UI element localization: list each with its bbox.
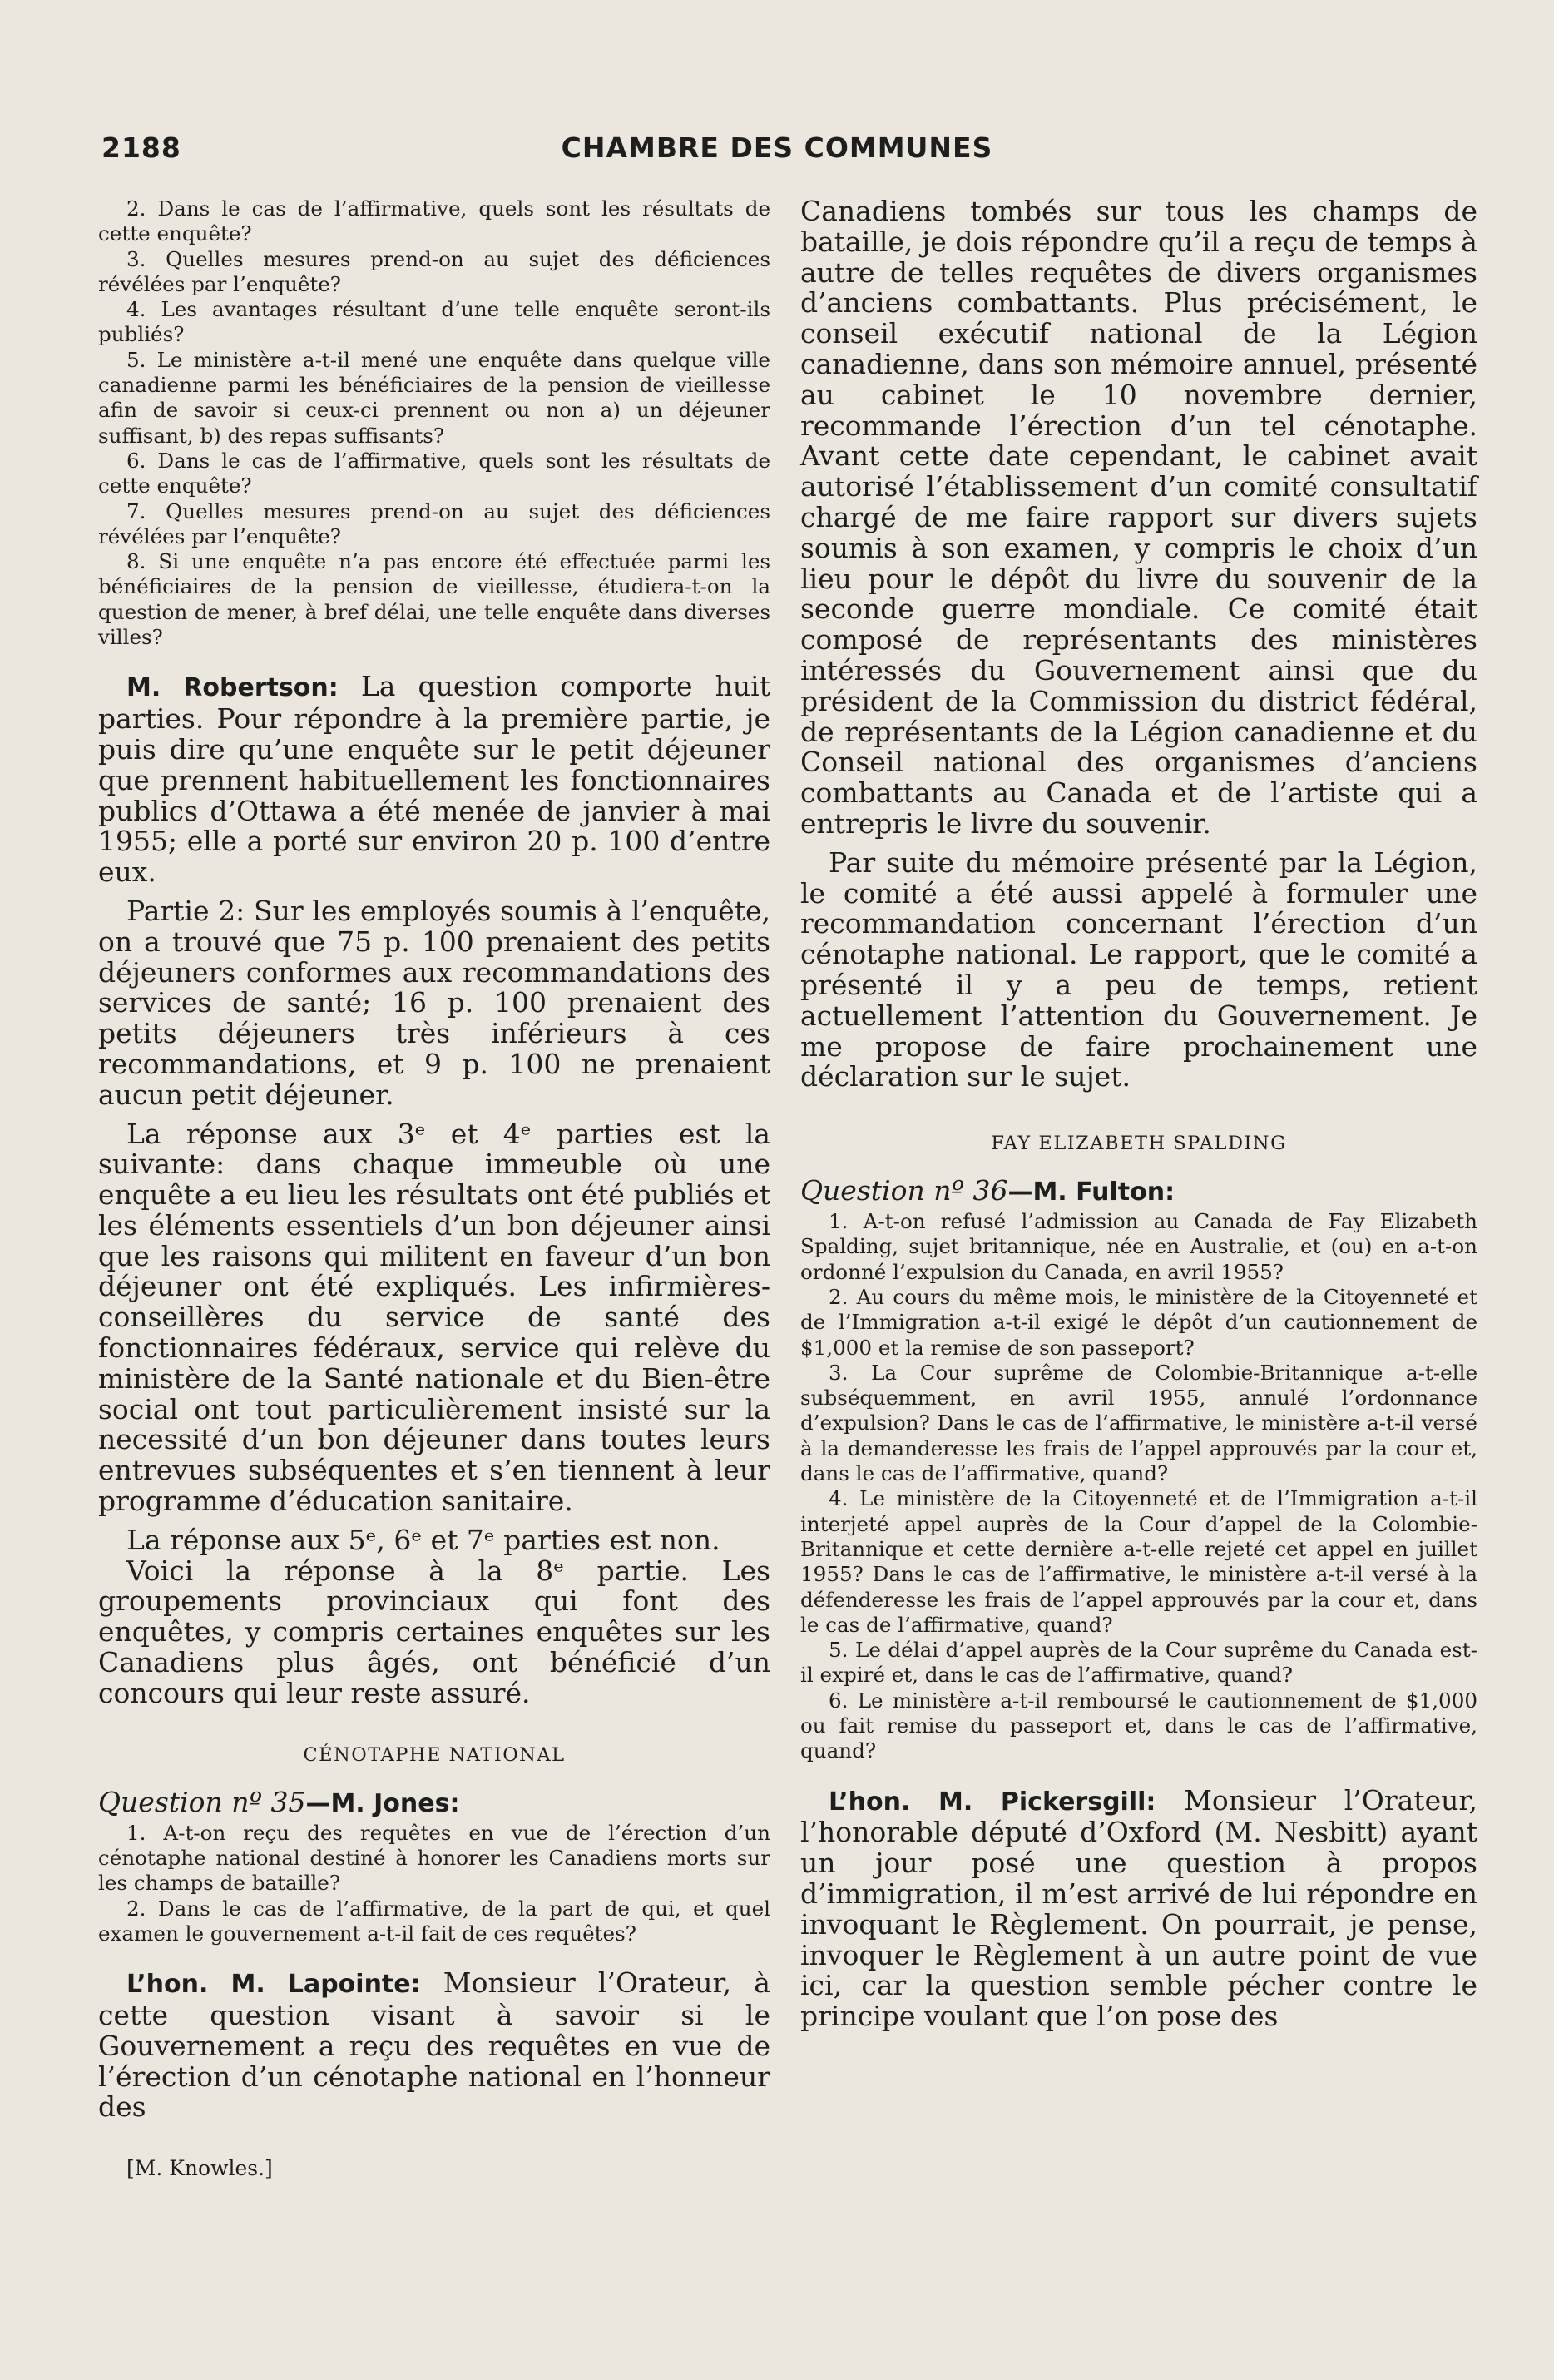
section-heading: CÉNOTAPHE NATIONAL xyxy=(303,1743,566,1766)
left-column xyxy=(98,196,770,2180)
page-number: 2188 xyxy=(101,131,181,164)
running-title: CHAMBRE DES COMMUNES xyxy=(561,131,993,164)
footer-note: [M. Knowles.] xyxy=(126,2156,273,2181)
right-column xyxy=(800,196,1477,2032)
answer-paragraph: La réponse aux 3ᵉ et 4ᵉ parties est la suivante: dans chaque immeuble où une enquête a eu lieu les résultats ont été publiés et les éléments essentiels d’un bon déjeuner ainsi que les raisons qui militent en faveur d’un bon déjeuner ont été expliqués. Les infirmières-conseillères du service de santé des fonctionnaires fédéraux, service qui relève du ministère de la Santé nationale et du Bien-être social ont tout particulièrement insisté sur la necessité d’un bon déjeuner dans toutes leurs entrevues subséquentes et s’en tiennent à leur programme d’éducation sanitaire. xyxy=(98,1117,770,1518)
question-item: 1. A-t-on refusé l’admission au Canada de Fay Elizabeth Spalding, sujet britannique, née en Australie, et (ou) en a-t-on ordonné l’expulsion du Canada, en avril 1955? xyxy=(800,1209,1477,1284)
question-item: 3. La Cour suprême de Colombie-Britannique a-t-elle subséquemment, en avril 1955, annulé l’ordonnance d’expulsion? Dans le cas de l’affirmative, le ministère a-t-il versé à la demanderesse les frais de l’appel approuvés par la cour et, dans le cas de l’affirmative, quand? xyxy=(800,1360,1477,1486)
question-item: 5. Le ministère a-t-il mené une enquête dans quelque ville canadienne parmi les bénéficiaires de la pension de vieillesse afin de savoir si ceux-ci prennent ou non a) un déjeuner suffisant, b) des repas suffisants? xyxy=(98,347,770,448)
question-list xyxy=(800,1209,1477,1764)
question-heading: Question nº 36—M. Fulton: xyxy=(800,1174,1175,1207)
question-item: 7. Quelles mesures prend-on au sujet des déficiences révélées par l’enquête? xyxy=(98,498,770,548)
robertson-answer xyxy=(98,672,770,1708)
question-item: 2. Dans le cas de l’affirmative, de la part de qui, et quel examen le gouvernement a-t-il fait de ces requêtes? xyxy=(98,1896,770,1946)
question-item: 4. Le ministère de la Citoyenneté et de l’Immigration a-t-il interjeté appel auprès de la Cour d’appel de la Colombie-Britannique et cette dernière a-t-elle rejeté cet appel en juillet 1955? Dans le cas de l’affirmative, le ministère a-t-il versé à la défenderesse les frais de l’appel approuvés par la cour et, dans le cas de l’affirmative, quand? xyxy=(800,1486,1477,1637)
question-list xyxy=(98,1821,770,1946)
answer-paragraph: Canadiens tombés sur tous les champs de bataille, je dois répondre qu’il a reçu de temps à autre de telles requêtes de divers organismes d’anciens combattants. Plus précisément, le conseil exécutif national de la Légion canadienne, dans son mémoire annuel, présenté au cabinet le 10 novembre dernier, recommande l’érection d’un tel cénotaphe. Avant cette date cependant, le cabinet avait autorisé l’établissement d’un comité consultatif chargé de me faire rapport sur divers sujets soumis à son examen, y compris le choix d’un lieu pour le dépôt du livre du souvenir de la seconde guerre mondiale. Ce comité était composé de représentants des ministères intéressés du Gouvernement ainsi que du président de la Commission du district fédéral, de représentants de la Légion canadienne et du Conseil national des organismes d’anciens combattants au Canada et de l’artiste qui a entrepris le livre du souvenir. xyxy=(800,195,1477,840)
speaker-name: L’hon. M. Pickersgill: xyxy=(829,1787,1156,1817)
question-item: 2. Dans le cas de l’affirmative, quels sont les résultats de cette enquête? xyxy=(98,196,770,246)
speaker-name: L’hon. M. Lapointe: xyxy=(126,1970,421,2000)
answer-paragraph: L’hon. M. Lapointe: Monsieur l’Orateur, à cette question visant à savoir si le Gouvernement a reçu des requêtes en vue de l’érection d’un cénotaphe national en l’honneur des xyxy=(98,1966,770,2124)
speaker-name: M. Robertson: xyxy=(126,673,339,703)
answer-paragraph: La réponse aux 5ᵉ, 6ᵉ et 7ᵉ parties est non. xyxy=(126,1523,720,1556)
question-heading: Question nº 35—M. Jones: xyxy=(98,1785,460,1818)
lapointe-answer xyxy=(98,1968,770,2123)
answer-paragraph: Par suite du mémoire présenté par la Légion, le comité a été aussi appelé à formuler une recommandation concernant l’érection d’un cénotaphe national. Le rapport, que le comité a présenté il y a peu de temps, retient actuellement l’attention du Gouvernement. Je me propose de faire prochainement une déclaration sur le sujet. xyxy=(800,845,1477,1093)
question-item: 4. Les avantages résultant d’une telle enquête seront-ils publiés? xyxy=(98,297,770,347)
question-item: 6. Dans le cas de l’affirmative, quels sont les résultats de cette enquête? xyxy=(98,448,770,498)
question-item: 1. A-t-on reçu des requêtes en vue de l’érection d’un cénotaphe national destiné à honorer les Canadiens morts sur les champs de bataille? xyxy=(98,1820,770,1896)
question-list-continued xyxy=(98,196,770,650)
section-heading: FAY ELIZABETH SPALDING xyxy=(991,1133,1287,1155)
lapointe-answer-continued xyxy=(800,196,1477,1093)
question-item: 2. Au cours du même mois, le ministère de la Citoyenneté et de l’Immigration a-t-il exigé le dépôt d’un cautionnement de $1,000 et la remise de son passeport? xyxy=(800,1285,1477,1360)
answer-paragraph: Partie 2: Sur les employés soumis à l’enquête, on a trouvé que 75 p. 100 prenaient des petits déjeuners conformes aux recommandations des services de santé; 16 p. 100 prenaient des petits déjeuners très inférieurs à ces recommandations, et 9 p. 100 ne prenaient aucun petit déjeuner. xyxy=(98,894,770,1111)
question-item: 5. Le délai d’appel auprès de la Cour suprême du Canada est-il expiré et, dans le cas de l’affirmative, quand? xyxy=(800,1638,1477,1688)
question-item: 3. Quelles mesures prend-on au sujet des déficiences révélées par l’enquête? xyxy=(98,246,770,296)
question-item: 6. Le ministère a-t-il remboursé le cautionnement de $1,000 ou fait remise du passeport et, dans le cas de l’affirmative, quand? xyxy=(800,1688,1477,1763)
question-item: 8. Si une enquête n’a pas encore été effectuée parmi les bénéficiaires de la pension de vieillesse, étudiera-t-on la question de mener, à bref délai, une telle enquête dans diverses villes? xyxy=(98,549,770,650)
answer-paragraph: M. Robertson: La question comporte huit parties. Pour répondre à la première partie, je puis dire qu’une enquête sur le petit déjeuner que prennent habituellement les fonctionnaires publics d’Ottawa a été menée de janvier à mai 1955; elle a porté sur environ 20 p. 100 d’entre eux. xyxy=(98,670,770,889)
answer-paragraph: Voici la réponse à la 8ᵉ partie. Les groupements provinciaux qui font des enquêtes, y compris certaines enquêtes sur les Canadiens plus âgés, ont bénéficié d’un concours qui leur reste assuré. xyxy=(98,1554,770,1709)
pickersgill-answer xyxy=(800,1783,1477,2033)
answer-paragraph: L’hon. M. Pickersgill: Monsieur l’Orateur, l’honorable député d’Oxford (M. Nesbitt) ayant un jour posé une question à propos d’immigration, il m’est arrivé de lui répondre en invoquant le Règlement. On pourrait, je pense, invoquer le Règlement à un autre point de vue ici, car la question semble pécher contre le principe voulant que l’on pose des xyxy=(800,1783,1477,2033)
